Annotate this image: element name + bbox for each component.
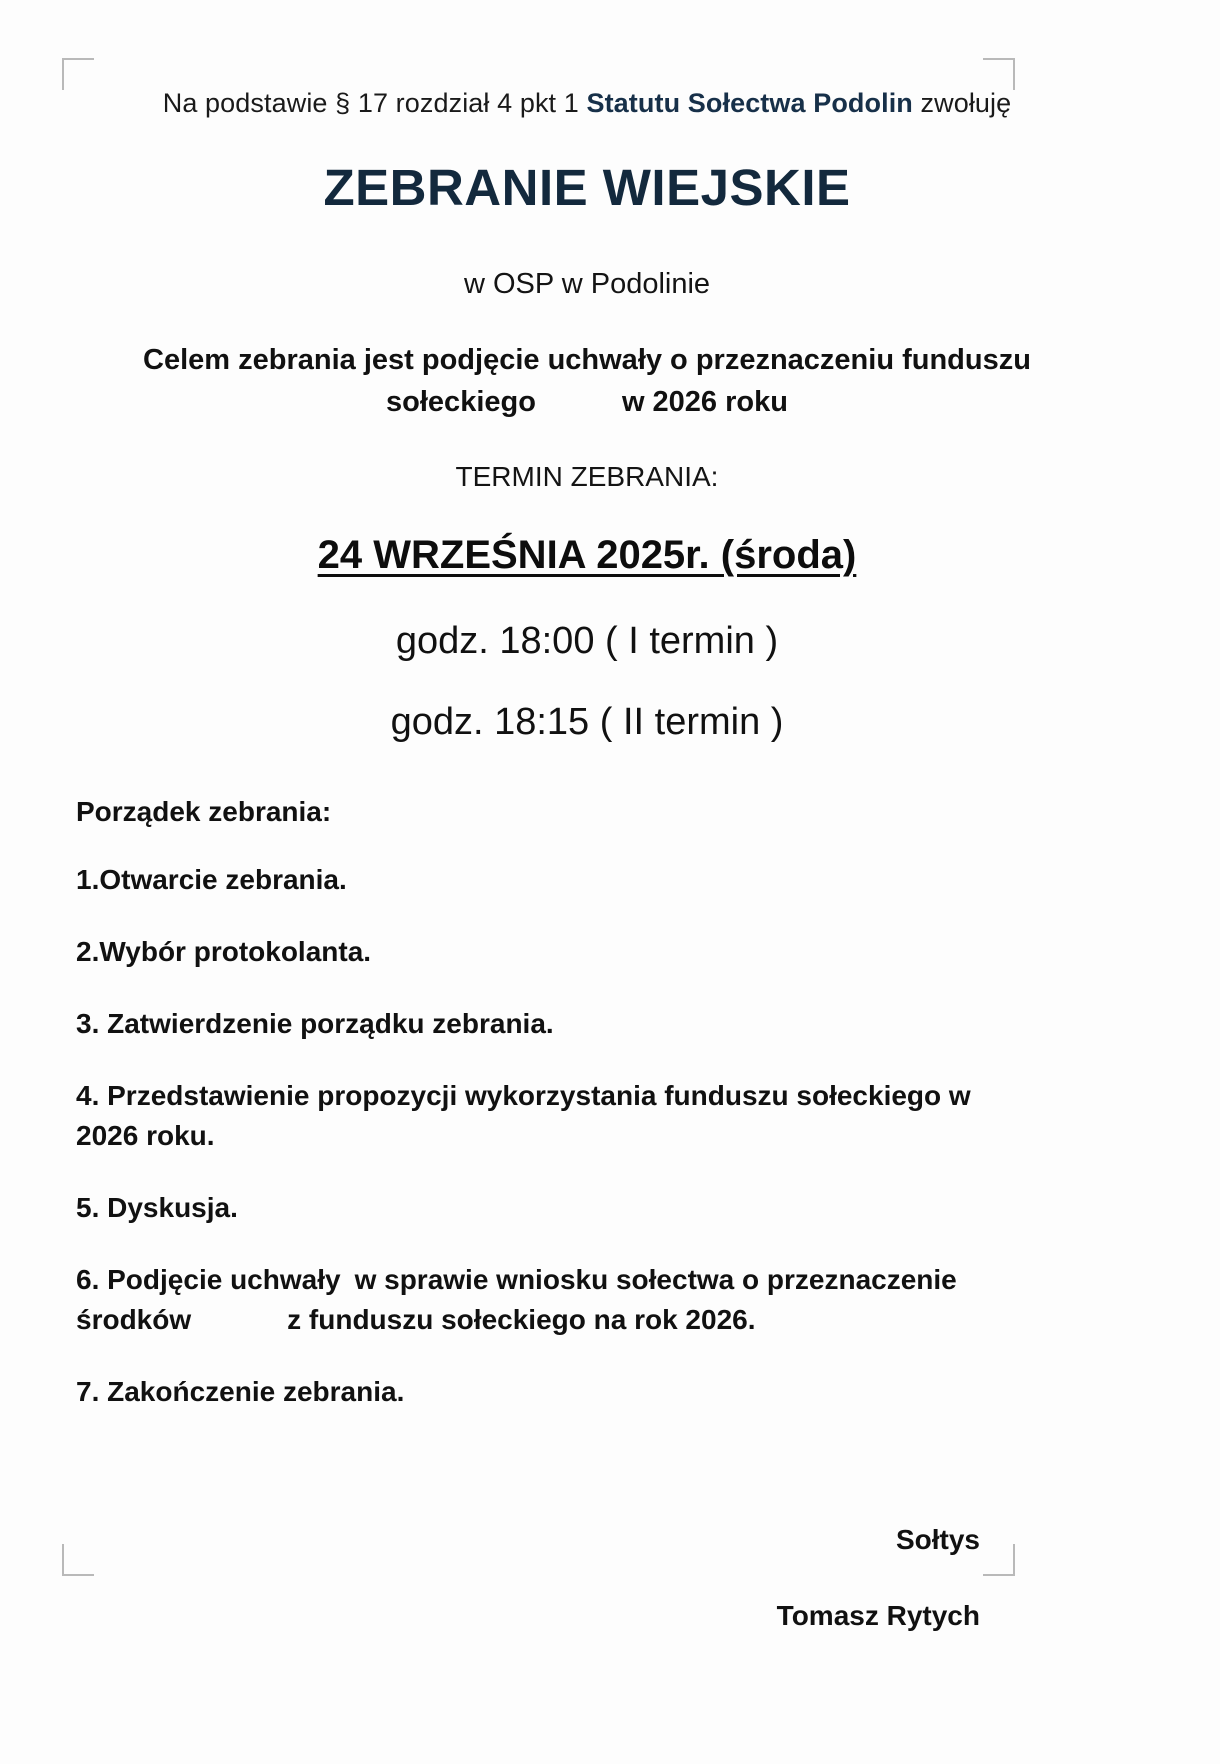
statute-reference: Statutu Sołectwa Podolin xyxy=(586,88,913,118)
agenda-item-4: 4. Przedstawienie propozycji wykorzystania funduszu sołeckiego w 2026 roku. xyxy=(76,1079,971,1151)
purpose-line-2-b: w 2026 roku xyxy=(621,385,788,418)
meeting-purpose xyxy=(72,339,1102,423)
meeting-location: w OSP w Podolinie xyxy=(463,267,711,300)
agenda-item-7: 7. Zakończenie zebrania. xyxy=(76,1375,405,1407)
agenda-item-1: 1.Otwarcie zebrania. xyxy=(76,863,347,895)
legal-basis-prefix: Na podstawie § 17 rozdział 4 pkt 1 xyxy=(162,88,587,118)
meeting-date-underlined: 24 WRZEŚNIA 2025r. (środa) xyxy=(317,532,857,577)
legal-basis-suffix: zwołuję xyxy=(912,88,1012,118)
purpose-line-1: Celem zebrania jest podjęcie uchwały o przeznaczeniu funduszu xyxy=(143,343,1031,376)
signature-block xyxy=(72,1524,1102,1632)
purpose-line-2-a: sołeckiego xyxy=(386,385,536,418)
signature-name: Tomasz Rytych xyxy=(776,1599,980,1631)
term-label: TERMIN ZEBRANIA: xyxy=(455,460,719,492)
meeting-date xyxy=(72,533,1102,578)
agenda-item-2: 2.Wybór protokolanta. xyxy=(76,935,372,967)
agenda-item-6-part-b: w sprawie wniosku sołectwa o przeznaczenie środków xyxy=(76,1263,957,1335)
signature-role: Sołtys xyxy=(895,1523,980,1555)
agenda-item-3: 3. Zatwierdzenie porządku zebrania. xyxy=(76,1007,554,1039)
agenda-item-5: 5. Dyskusja. xyxy=(76,1191,238,1223)
agenda-item-6-part-c: z funduszu sołeckiego na rok 2026. xyxy=(287,1303,756,1335)
meeting-time-first: godz. 18:00 ( I termin ) xyxy=(395,619,779,662)
agenda-item-6-part-a: 6. Podjęcie uchwały xyxy=(76,1263,341,1295)
agenda-heading: Porządek zebrania: xyxy=(76,795,332,827)
meeting-time-second: godz. 18:15 ( II termin ) xyxy=(390,700,784,743)
legal-basis-line xyxy=(72,88,1102,119)
agenda-item-6 xyxy=(76,1260,1006,1340)
page-title: ZEBRANIE WIEJSKIE xyxy=(323,159,851,216)
